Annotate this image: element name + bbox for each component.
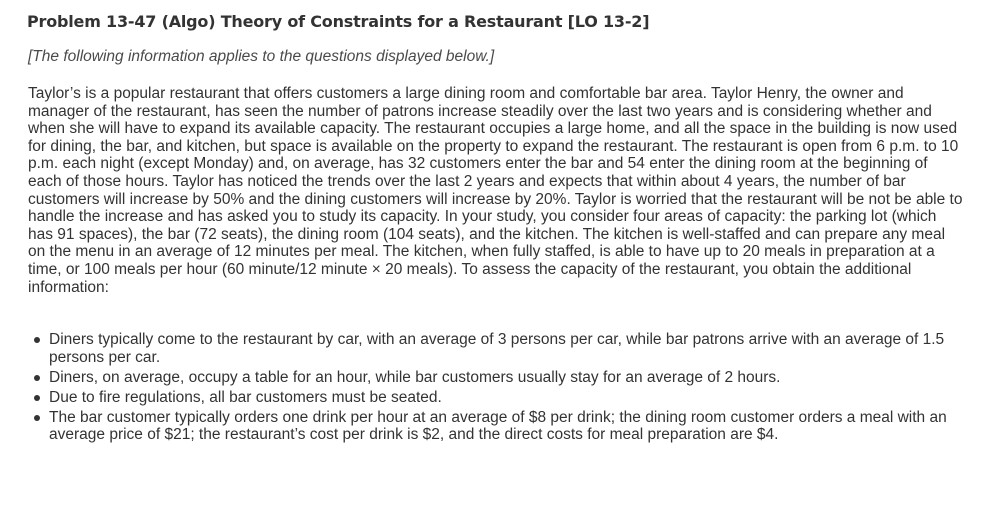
info-bullet-item <box>48 331 983 366</box>
problem-subtitle: [The following information applies to the questions displayed below.] <box>28 48 495 65</box>
bullet-dot-icon <box>34 395 40 401</box>
problem-paragraph: Taylor’s is a popular restaurant that offers customers a large dining room and comfortable bar area. Taylor Henry, the owner and manager of the restaurant, has seen the number of patrons increase steadily over the last two years and is considering whether and when she will have to expand its available capacity. The restaurant occupies a large home, and all the space in the building is now used for dining, the bar, and kitchen, but space is available on the property to expand the restaurant. The restaurant is open from 6 p.m. to 10 p.m. each night (except Monday) and, on average, has 32 customers enter the bar and 54 enter the dining room at the beginning of each of those hours. Taylor has noticed the trends over the last 2 years and expects that within about 4 years, the number of bar customers will increase by 50% and the dining customers will increase by 20%. Taylor is worried that the restaurant will be not be able to handle the increase and has asked you to study its capacity. In your study, you consider four areas of capacity: the parking lot (which has 91 spaces), the bar (72 seats), the dining room (104 seats), and the kitchen. The kitchen is well-staffed and can prepare any meal on the menu in an average of 12 minutes per meal. The kitchen, when fully staffed, is able to have up to 20 meals in preparation at a time, or 100 meals per hour (60 minute/12 minute × 20 meals). To assess the capacity of the restaurant, you obtain the additional information: <box>28 85 963 296</box>
problem-title: Problem 13-47 (Algo) Theory of Constraints for a Restaurant [LO 13-2] <box>27 12 650 31</box>
bullet-dot-icon <box>34 337 40 343</box>
bullet-dot-icon <box>34 375 40 381</box>
info-bullet-text: Diners, on average, occupy a table for an hour, while bar customers usually stay for an average of 2 hours. <box>49 368 781 386</box>
info-bullet-list <box>27 331 983 444</box>
info-bullet-item <box>48 369 983 387</box>
info-bullet-item <box>48 409 983 444</box>
info-bullet-item <box>48 389 983 407</box>
info-bullet-text: The bar customer typically orders one drink per hour at an average of $8 per drink; the dining room customer orders a meal with an average price of $21; the restaurant’s cost per drink is $2, and the direct costs for meal preparation are $4. <box>49 408 947 444</box>
bullet-dot-icon <box>34 415 40 421</box>
info-bullet-text: Due to fire regulations, all bar customers must be seated. <box>49 388 442 406</box>
info-bullet-text: Diners typically come to the restaurant by car, with an average of 3 persons per car, while bar patrons arrive with an average of 1.5 persons per car. <box>49 331 945 366</box>
